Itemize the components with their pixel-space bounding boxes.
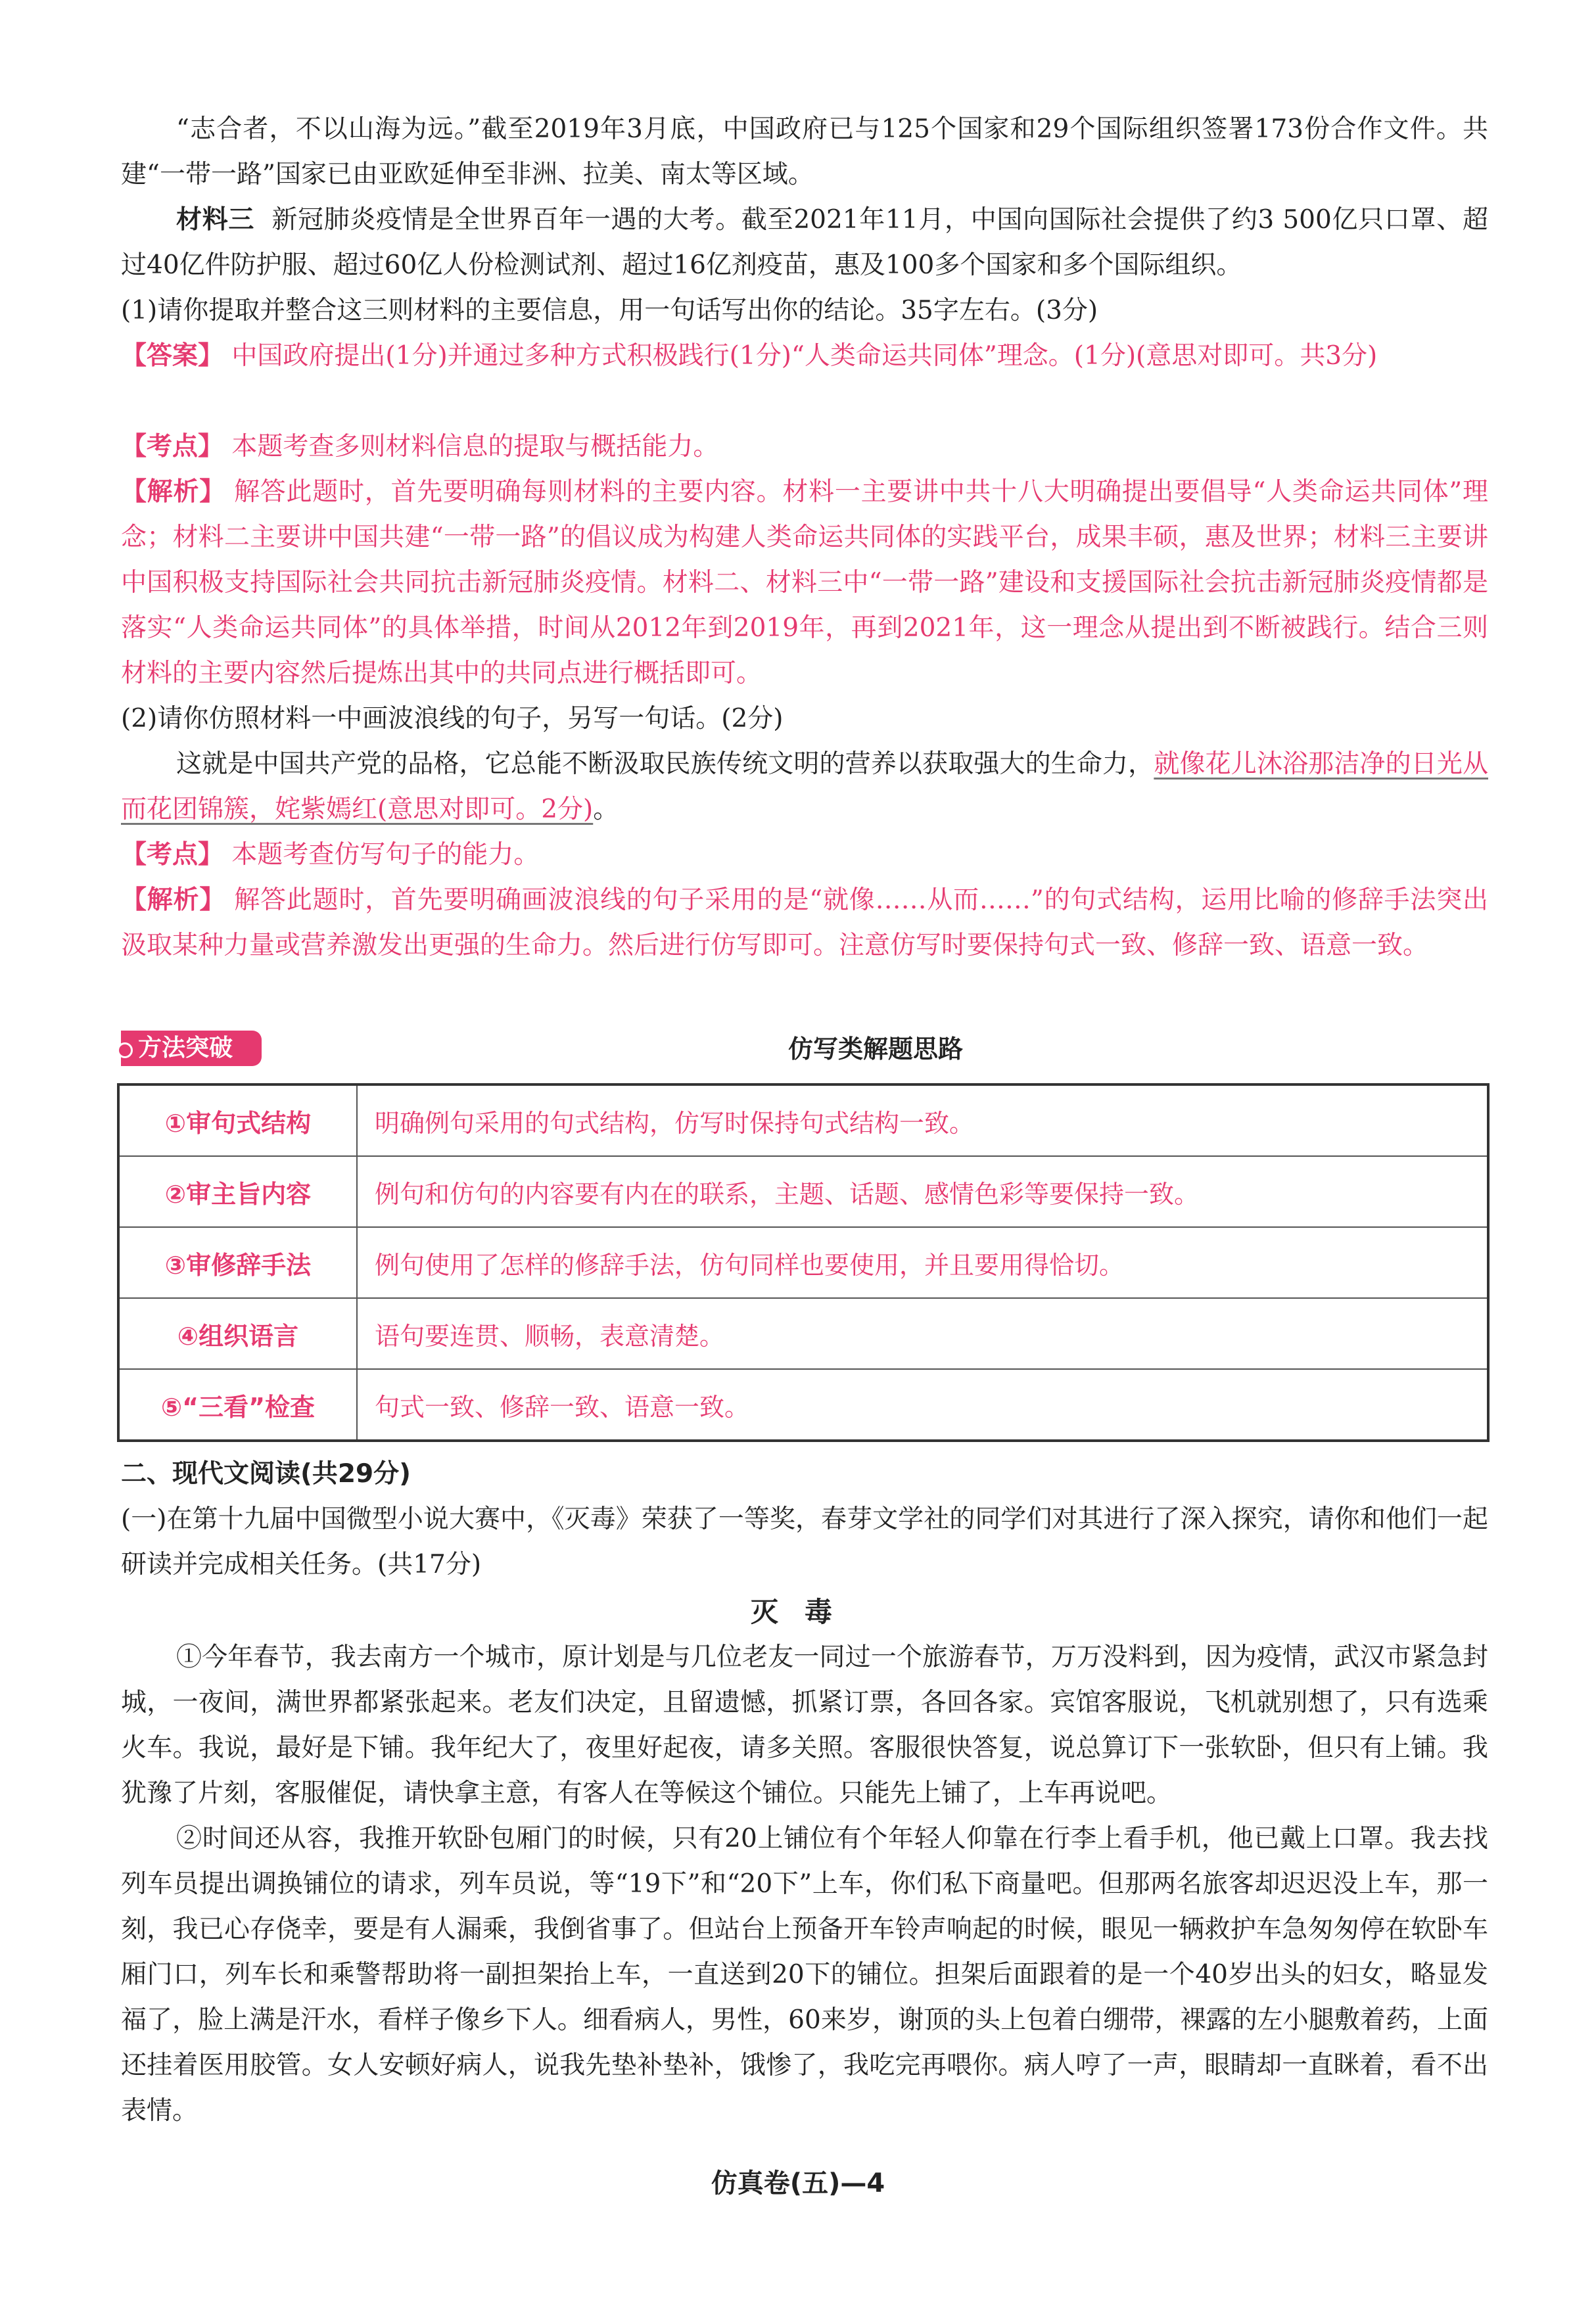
section-intro: (一)在第十九届中国微型小说大赛中，《灭毒》荣获了一等奖，春芽文学社的同学们对其进行了深入探究，请你和他们一起研读并完成相关任务。(共17分) [121, 1504, 1488, 1579]
table-row [118, 1369, 1488, 1441]
story-title: 灭毒 [750, 1596, 858, 1628]
table-row [118, 1227, 1488, 1298]
analysis-tag: 【解析】 [121, 885, 226, 915]
q1-analysis [121, 469, 1488, 696]
point-tag: 【考点】 [121, 839, 224, 870]
method-key: ①审句式结构 [118, 1084, 357, 1156]
method-title: 仿写类解题思路 [787, 1035, 963, 1063]
intro-text: “志合者，不以山海为远。”截至2019年3月底，中国政府已与125个国家和29个国际组织签署173份合作文件。共建“一带一路”国家已由亚欧延伸至非洲、拉美、南太等区域。 [121, 114, 1488, 189]
intro-paragraph [121, 106, 1488, 197]
method-key: ③审修辞手法 [118, 1227, 357, 1298]
material3-paragraph [121, 197, 1488, 288]
point-tag: 【考点】 [121, 431, 224, 461]
material3-text: 新冠肺炎疫情是全世界百年一遇的大考。截至2021年11月，中国向国际社会提供了约3 500亿只口罩、超过40亿件防护服、超过60亿人份检测试剂、超过16亿剂疫苗，惠及100多个国家和多个国际组织。 [121, 205, 1488, 280]
story-paragraph-1: ①今年春节，我去南方一个城市，原计划是与几位老友一同过一个旅游春节，万万没料到，因为疫情，武汉市紧急封城，一夜间，满世界都紧张起来。老友们决定，且留遗憾，抓紧订票，各回各家。宾馆客服说，飞机就别想了，只有选乘火车。我说，最好是下铺。我年纪大了，夜里好起夜，请多关照。客服很快答复，说总算订下一张软卧，但只有上铺。我犹豫了片刻，客服催促，请快拿主意，有客人在等候这个铺位。只能先上铺了，上车再说吧。 [121, 1642, 1488, 1808]
q1-point [121, 424, 1488, 469]
material3-label: 材料三 [176, 204, 255, 235]
table-row [118, 1084, 1488, 1156]
method-value: 语句要连贯、顺畅，表意清楚。 [357, 1298, 1488, 1369]
q1-point-text: 本题考查多则材料信息的提取与概括能力。 [231, 432, 719, 461]
answer-tag: 【答案】 [121, 340, 224, 371]
q1-answer-text: 中国政府提出(1分)并通过多种方式积极践行(1分)“人类命运共同体”理念。(1分)(意思对即可。共3分) [231, 341, 1378, 371]
q2-stem-paragraph [121, 741, 1488, 832]
q2-point [121, 832, 1488, 877]
method-value: 例句使用了怎样的修辞手法，仿句同样也要使用，并且要用得恰切。 [357, 1227, 1488, 1298]
section-heading: 二、现代文阅读(共29分) [121, 1459, 411, 1489]
q1-answer [121, 333, 1488, 379]
method-table [117, 1083, 1490, 1442]
q1-question: (1)请你提取并整合这三则材料的主要信息，用一句话写出你的结论。35字左右。(3分) [121, 296, 1098, 325]
story-paragraph-2: ②时间还从容，我推开软卧包厢门的时候，只有20上铺位有个年轻人仰靠在行李上看手机，他已戴上口罩。我去找列车员提出调换铺位的请求，列车员说，等“19下”和“20下”上车，你们私下商量吧。但那两名旅客却迟迟没上车，那一刻，我已心存侥幸，要是有人漏乘，我倒省事了。但站台上预备开车铃声响起的时候，眼见一辆救护车急匆匆停在软卧车厢门口，列车长和乘警帮助将一副担架抬上车，一直送到20下的铺位。担架后面跟着的是一个40岁出头的妇女，略显发福了，脸上满是汗水，看样子像乡下人。细看病人，男性，60来岁，谢顶的头上包着白绷带，裸露的左小腿敷着药，上面还挂着医用胶管。女人安顿好病人，说我先垫补垫补，饿惨了，我吃完再喂你。病人哼了一声，眼睛却一直眯着，看不出表情。 [121, 1824, 1488, 2126]
q2-stem: 这就是中国共产党的品格，它总能不断汲取民族传统文明的营养以获取强大的生命力， [176, 749, 1154, 779]
page-footer: 仿真卷(五)—4 [711, 2168, 885, 2199]
method-value: 句式一致、修辞一致、语意一致。 [357, 1369, 1488, 1441]
method-key: ④组织语言 [118, 1298, 357, 1369]
method-value: 明确例句采用的句式结构，仿写时保持句式结构一致。 [357, 1084, 1488, 1156]
q2-end: 。 [593, 795, 619, 824]
table-row [118, 1298, 1488, 1369]
method-key: ⑤“三看”检查 [118, 1369, 357, 1441]
method-key: ②审主旨内容 [118, 1156, 357, 1227]
q2-answer: 就像花儿沐浴那洁净的日光从而花团锦簇，姹紫嫣红(意思对即可。2分) [121, 749, 1488, 824]
q2-analysis [121, 877, 1488, 968]
method-value: 例句和仿句的内容要有内在的联系，主题、话题、感情色彩等要保持一致。 [357, 1156, 1488, 1227]
method-badge: 方法突破 [121, 1031, 262, 1066]
table-row [118, 1156, 1488, 1227]
q1-analysis-text: 解答此题时，首先要明确每则材料的主要内容。材料一主要讲中共十八大明确提出要倡导“人类命运共同体”理念；材料二主要讲中国共建“一带一路”的倡议成为构建人类命运共同体的实践平台，成果丰硕，惠及世界；材料三主要讲中国积极支持国际社会共同抗击新冠肺炎疫情。材料二、材料三中“一带一路”建设和支援国际社会抗击新冠肺炎疫情都是落实“人类命运共同体”的具体举措，时间从2012年到2019年，再到2021年，这一理念从提出到不断被践行。结合三则材料的主要内容然后提炼出其中的共同点进行概括即可。 [121, 477, 1488, 688]
q2-question: (2)请你仿照材料一中画波浪线的句子，另写一句话。(2分) [121, 704, 784, 733]
analysis-tag: 【解析】 [121, 477, 225, 507]
q2-analysis-text: 解答此题时，首先要明确画波浪线的句子采用的是“就像……从而……”的句式结构，运用比喻的修辞手法突出汲取某种力量或营养激发出更强的生命力。然后进行仿写即可。注意仿写时要保持句式一致、修辞一致、语意一致。 [121, 885, 1488, 960]
q2-point-text: 本题考查仿写句子的能力。 [231, 840, 540, 870]
